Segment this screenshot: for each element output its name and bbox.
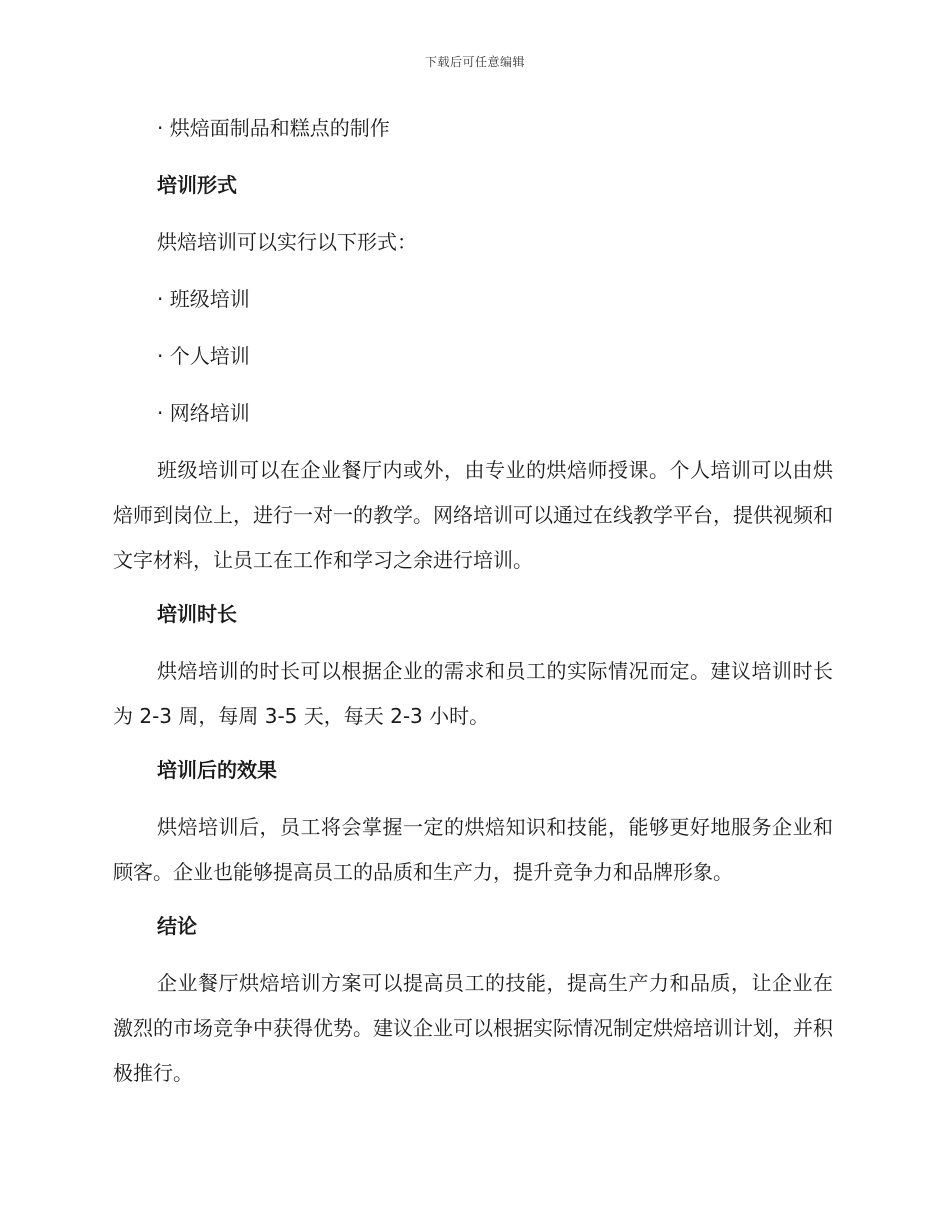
bullet-item: · 班级培训 bbox=[157, 287, 250, 311]
bullet-item: · 网络培训 bbox=[157, 401, 250, 425]
section-heading-form: 培训形式 bbox=[157, 173, 237, 197]
section-heading-effect: 培训后的效果 bbox=[157, 758, 277, 782]
body-paragraph: 企业餐厅烘焙培训方案可以提高员工的技能，提高生产力和品质，让企业在激烈的市场竞争中获得优势。建议企业可以根据实际情况制定烘焙培训计划，并积极推行。 bbox=[113, 971, 833, 1085]
body-paragraph: 烘焙培训的时长可以根据企业的需求和员工的实际情况而定。建议培训时长为 2-3 周，每周 3-5 天，每天 2-3 小时。 bbox=[113, 659, 833, 728]
body-paragraph: 班级培训可以在企业餐厅内或外，由专业的烘焙师授课。个人培训可以由烘焙师到岗位上，进行一对一的教学。网络培训可以通过在线教学平台，提供视频和文字材料，让员工在工作和学习之余进行培训。 bbox=[113, 458, 833, 572]
section-heading-duration: 培训时长 bbox=[157, 602, 237, 626]
document-body bbox=[113, 110, 833, 1109]
section-intro: 烘焙培训可以实行以下形式： bbox=[157, 230, 417, 254]
bullet-item: · 烘焙面制品和糕点的制作 bbox=[157, 116, 390, 140]
page-header: 下载后可任意编辑 bbox=[424, 55, 525, 69]
section-heading-conclusion: 结论 bbox=[157, 914, 197, 938]
body-paragraph: 烘焙培训后，员工将会掌握一定的烘焙知识和技能，能够更好地服务企业和顾客。企业也能够提高员工的品质和生产力，提升竞争力和品牌形象。 bbox=[113, 815, 833, 884]
bullet-item: · 个人培训 bbox=[157, 344, 250, 368]
